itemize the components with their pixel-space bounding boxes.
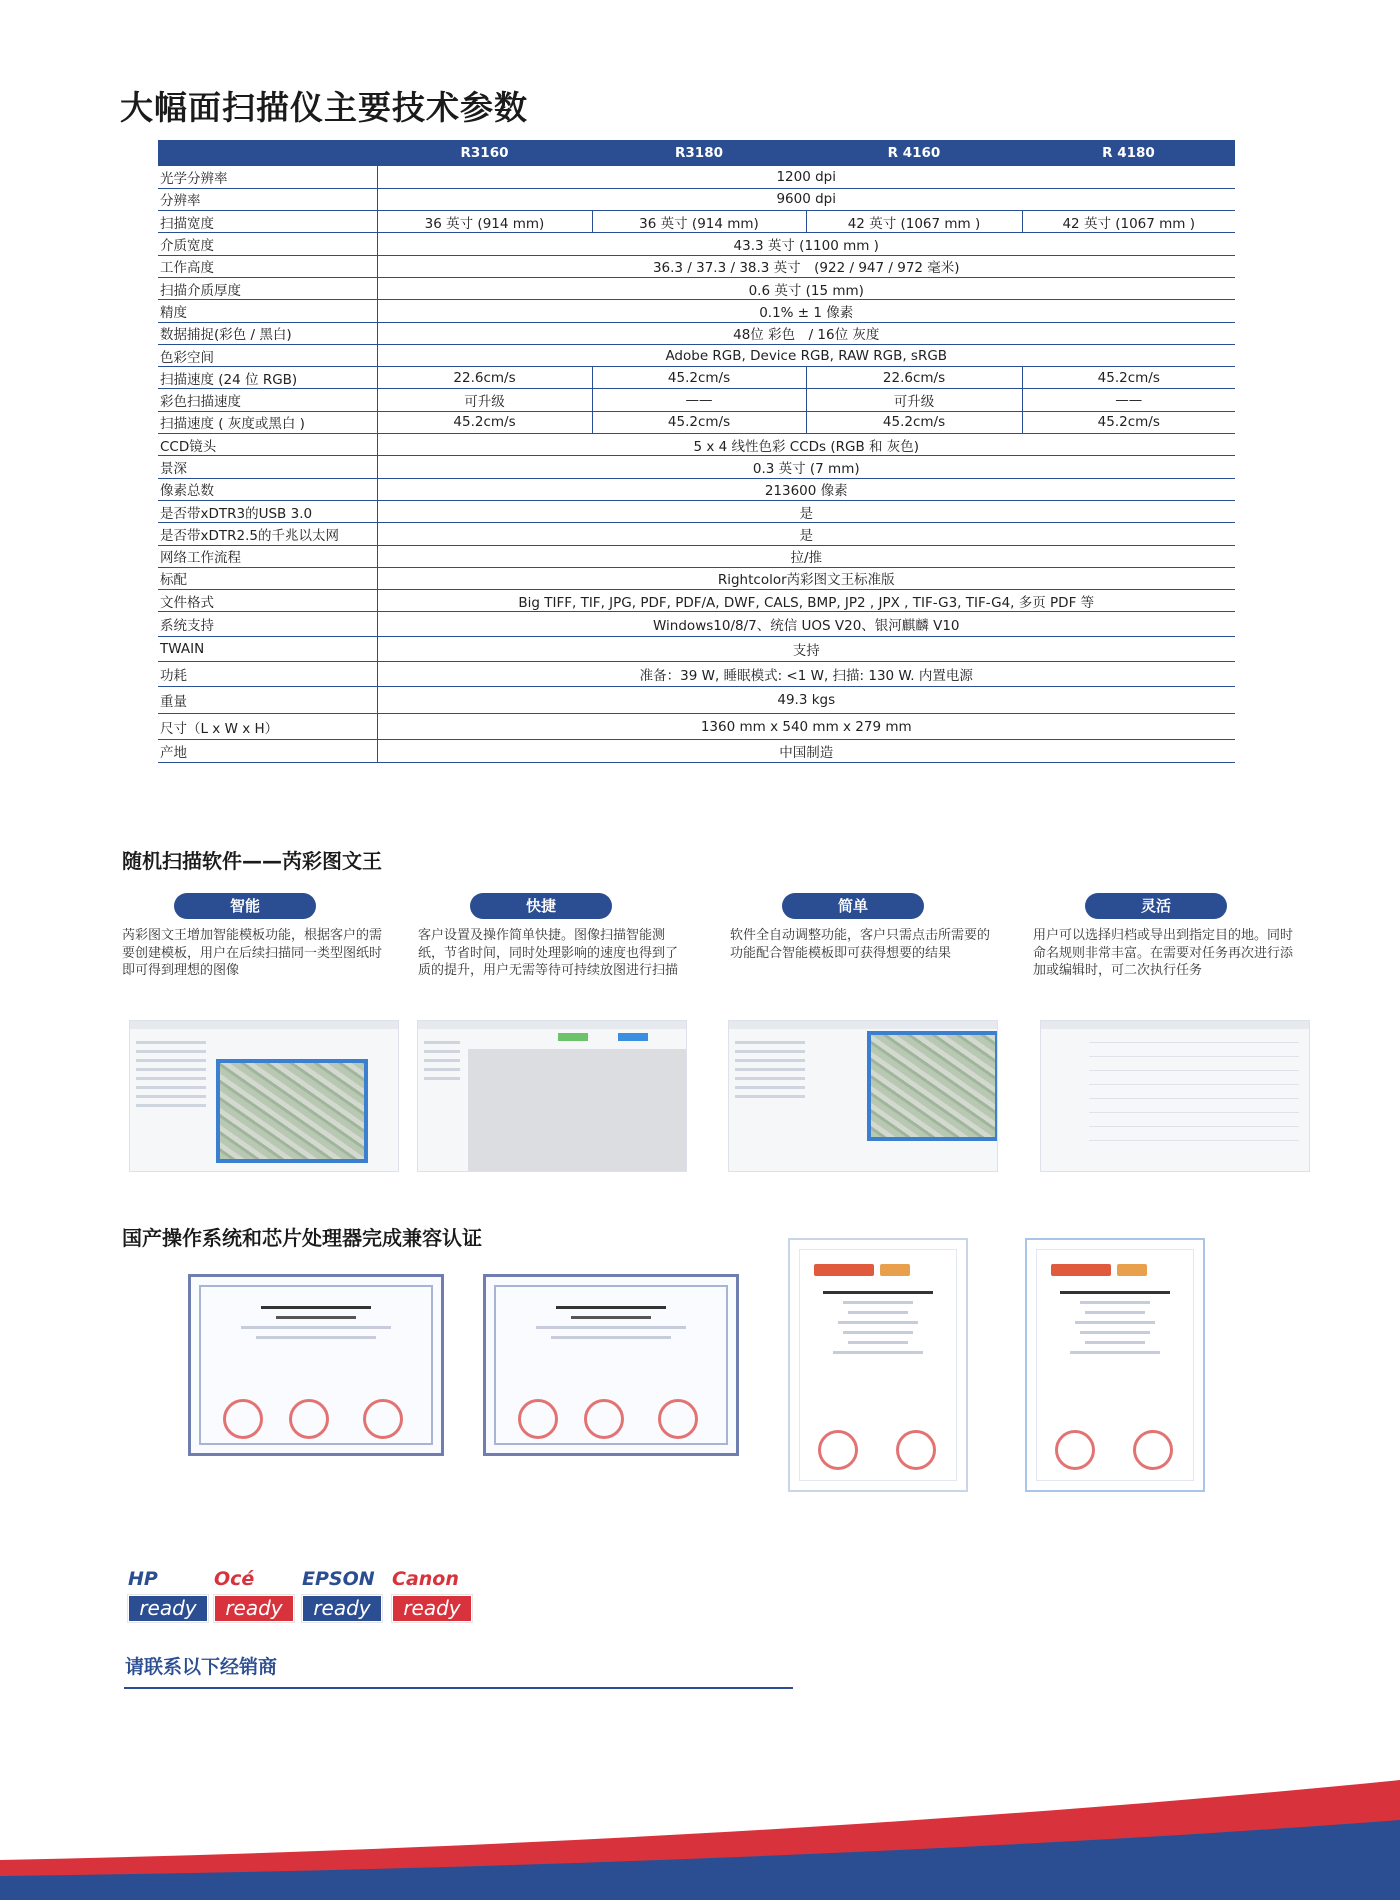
blue-status-indicator (618, 1033, 648, 1041)
spec-label: CCD镜头 (158, 434, 377, 456)
canon-logo-text: Canon (392, 1568, 459, 1590)
spec-value: 是 (377, 500, 1235, 522)
spec-value: 0.6 英寸 (15 mm) (377, 277, 1235, 299)
spec-value: 45.2cm/s (806, 411, 1022, 433)
spec-value: 36 英寸 (914 mm) (377, 211, 592, 233)
spec-value: Adobe RGB, Device RGB, RAW RGB, sRGB (377, 344, 1235, 366)
window-titlebar (418, 1021, 686, 1029)
header-r4180: R 4180 (1022, 140, 1235, 166)
spec-value: 拉/推 (377, 545, 1235, 567)
red-seal (896, 1430, 936, 1470)
red-seal (1133, 1430, 1173, 1470)
dealer-contact-heading: 请联系以下经销商 (125, 1656, 278, 1678)
spec-value: 9600 dpi (377, 188, 1235, 210)
task-list (1089, 1029, 1299, 1154)
ready-label: ready (302, 1595, 382, 1622)
epson-ready-badge (302, 1566, 382, 1624)
settings-panel (136, 1035, 206, 1113)
spec-value: 213600 像素 (377, 478, 1235, 500)
spec-value: 准备：39 W, 睡眠模式: <1 W, 扫描: 130 W. 内置电源 (377, 662, 1235, 687)
spec-row (158, 389, 1235, 411)
spec-row (158, 612, 1235, 637)
feature-quick (418, 893, 698, 980)
spec-table-header (158, 140, 1235, 166)
spec-row (158, 255, 1235, 277)
spec-label: 像素总数 (158, 478, 377, 500)
spec-row (158, 277, 1235, 299)
spec-value: 1360 mm x 540 mm x 279 mm (377, 713, 1235, 740)
certificate-2 (483, 1274, 739, 1456)
spec-table-body (158, 166, 1235, 762)
feature-smart-desc: 芮彩图文王增加智能模板功能，根据客户的需要创建模板，用户在后续扫描同一类型图纸时即可得到理想的图像 (122, 928, 383, 978)
spec-row (158, 740, 1235, 762)
spec-label: 数据捕捉(彩色 / 黑白) (158, 322, 377, 344)
spec-row (158, 211, 1235, 233)
spec-value: 0.3 英寸 (7 mm) (377, 456, 1235, 478)
header-r3180: R3180 (592, 140, 806, 166)
feature-simple-pill: 简单 (782, 893, 924, 919)
spec-row (158, 367, 1235, 389)
spec-value: 0.1% ± 1 像素 (377, 300, 1235, 322)
spec-row (158, 434, 1235, 456)
spec-value: 可升级 (377, 389, 592, 411)
spec-row (158, 500, 1235, 522)
spec-value: 42 英寸 (1067 mm ) (806, 211, 1022, 233)
spec-row (158, 300, 1235, 322)
feature-smart (122, 893, 402, 980)
certificate-4 (1025, 1238, 1205, 1492)
spec-label: 光学分辨率 (158, 166, 377, 188)
spec-value: 5 x 4 线性色彩 CCDs (RGB 和 灰色) (377, 434, 1235, 456)
spec-row (158, 637, 1235, 662)
spec-row (158, 166, 1235, 188)
scanned-map-image (216, 1059, 368, 1163)
spec-label: 重量 (158, 687, 377, 714)
spec-label: 是否带xDTR2.5的千兆以太网 (158, 523, 377, 545)
canon-ready-badge (392, 1566, 472, 1624)
red-seal (584, 1399, 624, 1439)
red-seal (1055, 1430, 1095, 1470)
hp-ready-badge (128, 1566, 208, 1624)
spec-value: 1200 dpi (377, 166, 1235, 188)
red-seal (658, 1399, 698, 1439)
software-screenshot-2 (417, 1020, 687, 1172)
spec-row (158, 662, 1235, 687)
software-screenshot-1 (129, 1020, 399, 1172)
spec-row (158, 713, 1235, 740)
spec-row (158, 545, 1235, 567)
red-seal (818, 1430, 858, 1470)
ready-label: ready (128, 1595, 208, 1622)
spec-label: 扫描速度 (24 位 RGB) (158, 367, 377, 389)
spec-row (158, 344, 1235, 366)
spec-label: 精度 (158, 300, 377, 322)
spec-value: 22.6cm/s (377, 367, 592, 389)
issuer-logo (1051, 1264, 1111, 1276)
spec-value: 43.3 英寸 (1100 mm ) (377, 233, 1235, 255)
issuer-logo-mark (1117, 1264, 1147, 1276)
certificate-3 (788, 1238, 968, 1492)
spec-value: 是 (377, 523, 1235, 545)
spec-row (158, 411, 1235, 433)
feature-flexible (1033, 893, 1313, 980)
spec-value: —— (1022, 389, 1235, 411)
feature-flexible-desc: 用户可以选择归档或导出到指定目的地。同时命名规则非常丰富。在需要对任务再次进行添加或编辑时，可二次执行任务 (1033, 928, 1294, 978)
spec-value: Windows10/8/7、统信 UOS V20、银河麒麟 V10 (377, 612, 1235, 637)
feature-simple-desc: 软件全自动调整功能，客户只需点击所需要的功能配合智能模板即可获得想要的结果 (730, 928, 991, 961)
spec-label: 扫描速度 ( 灰度或黑白 ) (158, 411, 377, 433)
spec-label: 尺寸（L x W x H） (158, 713, 377, 740)
spec-row (158, 233, 1235, 255)
spec-value: Big TIFF, TIF, JPG, PDF, PDF/A, DWF, CALS, BMP, JP2 , JPX , TIF-G3, TIF-G4, 多页 PDF 等 (377, 590, 1235, 612)
spec-row (158, 687, 1235, 714)
spec-row (158, 478, 1235, 500)
spec-label: 是否带xDTR3的USB 3.0 (158, 500, 377, 522)
header-blank (158, 140, 377, 166)
spec-label: 扫描介质厚度 (158, 277, 377, 299)
spec-label: 色彩空间 (158, 344, 377, 366)
red-seal (223, 1399, 263, 1439)
spec-label: 景深 (158, 456, 377, 478)
spec-value: 45.2cm/s (1022, 411, 1235, 433)
thumbnail-column (424, 1035, 460, 1086)
feature-simple (730, 893, 1010, 962)
spec-value: 支持 (377, 637, 1235, 662)
window-titlebar (729, 1021, 997, 1029)
spec-value: 中国制造 (377, 740, 1235, 762)
spec-value: 45.2cm/s (592, 367, 806, 389)
spec-label: 分辨率 (158, 188, 377, 210)
spec-label: 网络工作流程 (158, 545, 377, 567)
dealer-underline (124, 1687, 793, 1689)
header-r4160: R 4160 (806, 140, 1022, 166)
feature-smart-pill: 智能 (174, 893, 316, 919)
software-title: 随机扫描软件——芮彩图文王 (122, 849, 382, 873)
hp-logo-text: HP (128, 1568, 158, 1590)
certification-title: 国产操作系统和芯片处理器完成兼容认证 (122, 1226, 482, 1250)
feature-quick-pill: 快捷 (470, 893, 612, 919)
epson-logo-text: EPSON (302, 1568, 375, 1590)
feature-quick-desc: 客户设置及操作简单快捷。图像扫描智能测纸，节省时间，同时处理影响的速度也得到了质的提升，用户无需等待可持续放图进行扫描 (418, 928, 679, 978)
issuer-logo-mark (880, 1264, 910, 1276)
spec-label: 工作高度 (158, 255, 377, 277)
certificate-text-lines (201, 1287, 431, 1339)
feature-flexible-pill: 灵活 (1085, 893, 1227, 919)
spec-row (158, 567, 1235, 589)
spec-row (158, 590, 1235, 612)
settings-panel (735, 1035, 805, 1104)
spec-value: —— (592, 389, 806, 411)
red-seal (518, 1399, 558, 1439)
spec-row (158, 322, 1235, 344)
spec-label: 彩色扫描速度 (158, 389, 377, 411)
ready-label: ready (214, 1595, 294, 1622)
spec-value: 22.6cm/s (806, 367, 1022, 389)
spec-value: 45.2cm/s (592, 411, 806, 433)
oce-logo-text: Océ (214, 1568, 255, 1590)
footer-wave (0, 1780, 1400, 1900)
scanned-map-image (867, 1031, 998, 1141)
window-titlebar (1041, 1021, 1309, 1029)
spec-row (158, 456, 1235, 478)
certificate-1 (188, 1274, 444, 1456)
preview-area (468, 1049, 686, 1171)
spec-label: 功耗 (158, 662, 377, 687)
spec-value: 36 英寸 (914 mm) (592, 211, 806, 233)
ready-label: ready (392, 1595, 472, 1622)
spec-label: 文件格式 (158, 590, 377, 612)
spec-value: 45.2cm/s (377, 411, 592, 433)
certificate-text-lines (496, 1287, 726, 1339)
red-seal (363, 1399, 403, 1439)
page-title: 大幅面扫描仪主要技术参数 (120, 88, 528, 127)
spec-value: Rightcolor芮彩图文王标准版 (377, 567, 1235, 589)
spec-label: 产地 (158, 740, 377, 762)
green-status-indicator (558, 1033, 588, 1041)
spec-value: 36.3 / 37.3 / 38.3 英寸 (922 / 947 / 972 毫米) (377, 255, 1235, 277)
spec-value: 49.3 kgs (377, 687, 1235, 714)
header-r3160: R3160 (377, 140, 592, 166)
spec-label: TWAIN (158, 637, 377, 662)
spec-value: 45.2cm/s (1022, 367, 1235, 389)
spec-label: 扫描宽度 (158, 211, 377, 233)
issuer-logo (814, 1264, 874, 1276)
red-seal (289, 1399, 329, 1439)
window-titlebar (130, 1021, 398, 1029)
spec-value: 可升级 (806, 389, 1022, 411)
oce-ready-badge (214, 1566, 294, 1624)
spec-value: 42 英寸 (1067 mm ) (1022, 211, 1235, 233)
spec-label: 介质宽度 (158, 233, 377, 255)
software-screenshot-3 (728, 1020, 998, 1172)
spec-row (158, 188, 1235, 210)
spec-row (158, 523, 1235, 545)
software-screenshot-4 (1040, 1020, 1310, 1172)
spec-value: 48位 彩色 / 16位 灰度 (377, 322, 1235, 344)
spec-table (158, 140, 1235, 763)
spec-label: 标配 (158, 567, 377, 589)
spec-label: 系统支持 (158, 612, 377, 637)
